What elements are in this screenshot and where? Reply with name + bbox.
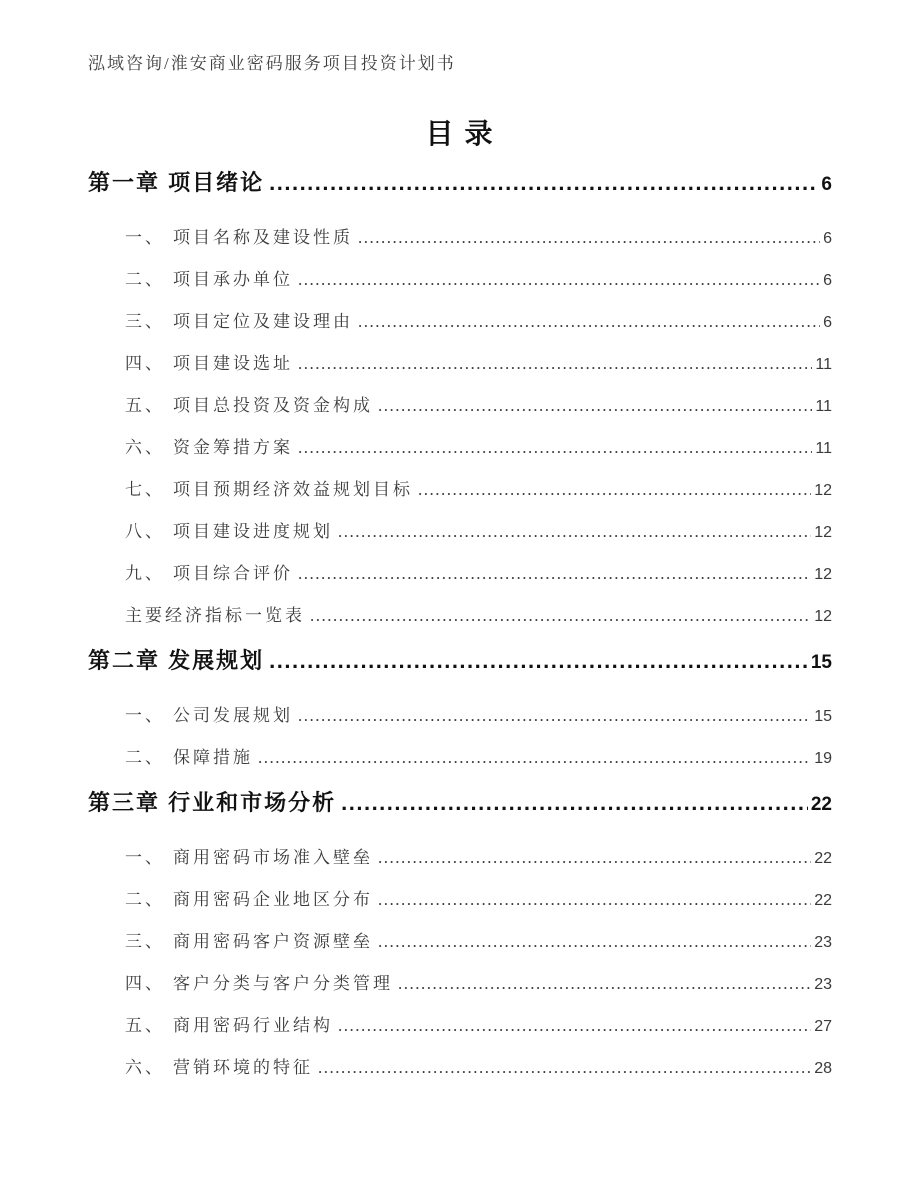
toc-page-number: 28 bbox=[814, 1060, 832, 1077]
toc-item-title: 商用密码客户资源壁垒 bbox=[173, 932, 373, 951]
toc-entry-item[interactable] bbox=[125, 268, 832, 293]
toc-title: 目 录 bbox=[425, 119, 495, 150]
dot-leader bbox=[378, 394, 812, 418]
toc-entry-chapter[interactable] bbox=[88, 788, 832, 820]
toc-page-number: 6 bbox=[823, 314, 832, 331]
toc-entry-chapter[interactable] bbox=[88, 168, 832, 200]
toc-page-number: 22 bbox=[814, 850, 832, 867]
toc-page-number: 23 bbox=[814, 934, 832, 951]
toc-item-title: 项目名称及建设性质 bbox=[173, 228, 353, 247]
toc-item-number: 三、 bbox=[125, 932, 165, 951]
toc-page-number: 12 bbox=[814, 482, 832, 499]
toc-item-title: 项目预期经济效益规划目标 bbox=[173, 480, 413, 499]
toc-entry-chapter[interactable] bbox=[88, 646, 832, 678]
toc-page-number: 12 bbox=[814, 524, 832, 541]
toc-item-title: 公司发展规划 bbox=[173, 706, 293, 725]
toc-item-number: 八、 bbox=[125, 522, 165, 541]
toc-page-number: 12 bbox=[814, 608, 832, 625]
dot-leader bbox=[338, 520, 811, 544]
dot-leader bbox=[358, 310, 820, 334]
toc-item-number: 五、 bbox=[125, 396, 165, 415]
dot-leader bbox=[298, 352, 812, 376]
toc-page-number: 11 bbox=[815, 440, 832, 457]
toc-entry-item[interactable] bbox=[125, 310, 832, 335]
toc-item-number: 一、 bbox=[125, 706, 165, 725]
dot-leader bbox=[378, 930, 811, 954]
toc-page-number: 11 bbox=[815, 398, 832, 415]
toc-item-number: 一、 bbox=[125, 228, 165, 247]
toc-entry-item[interactable] bbox=[125, 394, 832, 419]
toc-entry-item[interactable] bbox=[125, 1014, 832, 1039]
toc-item-title: 项目建设选址 bbox=[173, 354, 293, 373]
toc-page-number: 6 bbox=[823, 272, 832, 289]
toc-item-number: 六、 bbox=[125, 1058, 165, 1077]
document-content bbox=[88, 52, 832, 1081]
document-header: 泓域咨询/淮安商业密码服务项目投资计划书 bbox=[88, 54, 456, 73]
dot-leader bbox=[298, 436, 812, 460]
toc-entry-item[interactable] bbox=[125, 562, 832, 587]
toc-item-title: 主要经济指标一览表 bbox=[125, 606, 305, 625]
toc-item-number: 六、 bbox=[125, 438, 165, 457]
toc-entry-item[interactable] bbox=[125, 972, 832, 997]
toc-page-number: 23 bbox=[814, 976, 832, 993]
toc-item-number: 二、 bbox=[125, 270, 165, 289]
toc-entry-item[interactable] bbox=[125, 846, 832, 871]
toc-item-number: 七、 bbox=[125, 480, 165, 499]
toc-page-number: 15 bbox=[810, 652, 832, 673]
toc-entry-item[interactable] bbox=[125, 478, 832, 503]
toc-item-title: 客户分类与客户分类管理 bbox=[173, 974, 393, 993]
toc-entry-item[interactable] bbox=[125, 746, 832, 771]
dot-leader bbox=[378, 888, 811, 912]
dot-leader bbox=[269, 168, 818, 198]
toc-page-number: 27 bbox=[814, 1018, 832, 1035]
toc-page-number: 19 bbox=[814, 750, 832, 767]
toc-chapter-title: 第二章 发展规划 bbox=[88, 648, 265, 673]
toc-item-number: 四、 bbox=[125, 354, 165, 373]
dot-leader bbox=[310, 604, 811, 628]
dot-leader bbox=[298, 268, 820, 292]
dot-leader bbox=[341, 788, 808, 818]
toc-page-number: 11 bbox=[815, 356, 832, 373]
toc-item-title: 保障措施 bbox=[173, 748, 253, 767]
toc-page-number: 22 bbox=[810, 794, 832, 815]
toc-page-number: 12 bbox=[814, 566, 832, 583]
toc-item-number: 二、 bbox=[125, 890, 165, 909]
toc-item-number: 九、 bbox=[125, 564, 165, 583]
toc-entry-item[interactable] bbox=[125, 1056, 832, 1081]
toc-page-number: 15 bbox=[814, 708, 832, 725]
dot-leader bbox=[298, 562, 811, 586]
dot-leader bbox=[378, 846, 811, 870]
toc-page-number: 6 bbox=[821, 174, 832, 195]
toc-item-title: 项目综合评价 bbox=[173, 564, 293, 583]
toc-item-number: 二、 bbox=[125, 748, 165, 767]
toc-entry-item[interactable] bbox=[125, 436, 832, 461]
toc-item-number: 三、 bbox=[125, 312, 165, 331]
toc-item-number: 一、 bbox=[125, 848, 165, 867]
toc-item-number: 五、 bbox=[125, 1016, 165, 1035]
toc-page-number: 6 bbox=[823, 230, 832, 247]
toc-item-title: 项目承办单位 bbox=[173, 270, 293, 289]
toc-entry-item[interactable] bbox=[125, 888, 832, 913]
dot-leader bbox=[318, 1056, 811, 1080]
toc-item-title: 项目定位及建设理由 bbox=[173, 312, 353, 331]
toc-entry-item[interactable] bbox=[125, 704, 832, 729]
toc-entry-item[interactable] bbox=[125, 226, 832, 251]
dot-leader bbox=[258, 746, 811, 770]
toc-item-number: 四、 bbox=[125, 974, 165, 993]
toc-item-title: 营销环境的特征 bbox=[173, 1058, 313, 1077]
toc-item-title: 商用密码行业结构 bbox=[173, 1016, 333, 1035]
dot-leader bbox=[298, 704, 811, 728]
toc-entry-item[interactable] bbox=[125, 930, 832, 955]
toc-chapter-title: 第三章 行业和市场分析 bbox=[88, 790, 337, 815]
dot-leader bbox=[398, 972, 811, 996]
dot-leader bbox=[418, 478, 811, 502]
dot-leader bbox=[338, 1014, 811, 1038]
toc-entry-item[interactable] bbox=[125, 604, 832, 629]
toc-entry-item[interactable] bbox=[125, 520, 832, 545]
toc-item-title: 资金筹措方案 bbox=[173, 438, 293, 457]
dot-leader bbox=[269, 646, 808, 676]
toc-entry-item[interactable] bbox=[125, 352, 832, 377]
toc-page-number: 22 bbox=[814, 892, 832, 909]
toc-item-title: 项目总投资及资金构成 bbox=[173, 396, 373, 415]
toc-item-title: 项目建设进度规划 bbox=[173, 522, 333, 541]
toc-chapter-title: 第一章 项目绪论 bbox=[88, 170, 265, 195]
toc-item-title: 商用密码市场准入壁垒 bbox=[173, 848, 373, 867]
toc-item-title: 商用密码企业地区分布 bbox=[173, 890, 373, 909]
dot-leader bbox=[358, 226, 820, 250]
